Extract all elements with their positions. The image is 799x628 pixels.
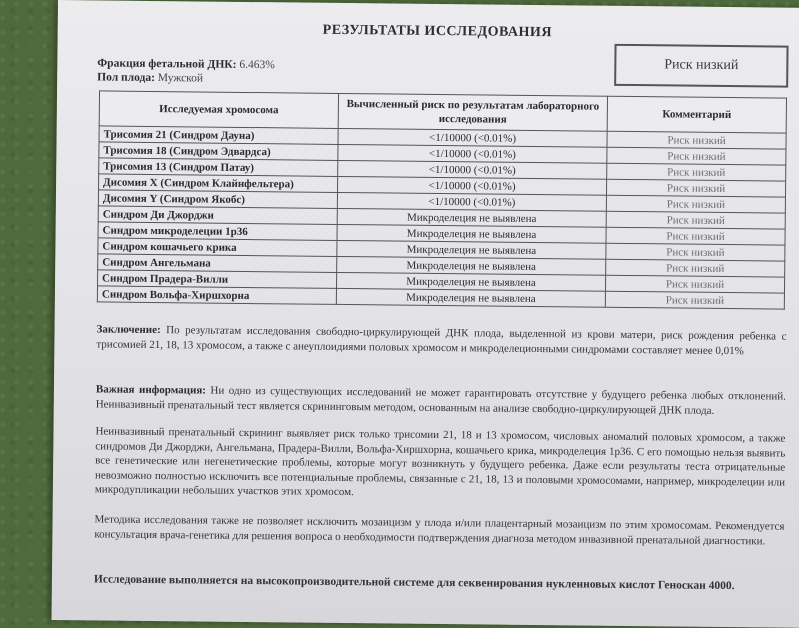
- method-limitations-paragraph: Методика исследования также не позволяет исключить мозаицизм у плода и/или плацентарный мозаицизм по этим хромосомам. Рекомендуется консультация врача-генетика для решения вопроса о необходимости подтверждения диагноза методом инвазивной пренатальной диагностики.: [94, 513, 785, 547]
- fetal-sex-value: Мужской: [157, 72, 204, 85]
- row-risk: <1/10000 (<0.01%): [338, 144, 607, 163]
- important-info-text: Ни одно из существующих исследований не может гарантировать отсутствие у будущего ребенка любых отклонений. Неинвазивный пренатальный тест является скрининговым методом, основанным на анализе свободно-циркулирующей ДНК плода.: [95, 384, 786, 417]
- row-comment: Риск низкий: [607, 147, 786, 165]
- overall-risk-badge: Риск низкий: [614, 44, 788, 88]
- column-header-comment: Комментарий: [607, 96, 786, 133]
- row-chromosome: Дисомия X (Синдром Клайнфельтера): [99, 174, 338, 193]
- report-sheet: [52, 0, 799, 628]
- row-chromosome: Синдром Прадера-Вилли: [98, 270, 337, 289]
- fetal-sex-label: Пол плода:: [97, 71, 156, 85]
- row-comment: Риск низкий: [605, 275, 784, 293]
- fetal-fraction-label: Фракция фетальной ДНК:: [97, 57, 237, 71]
- page-title: РЕЗУЛЬТАТЫ ИССЛЕДОВАНИЯ: [322, 22, 553, 41]
- conclusion-text: По результатам исследования свободно-циркулирующей ДНК плода, выделенной из крови матери, риск рождения ребенка с трисомией 21, 18, 13 хромосом, а также с анеуплоидиями половых хромосом и микроделеционными синдромами составляет менее 0,01%: [96, 324, 787, 357]
- row-risk: <1/10000 (<0.01%): [338, 176, 607, 195]
- sample-info: [97, 56, 275, 86]
- conclusion-paragraph: [96, 322, 786, 358]
- important-info-label: Важная информация:: [95, 383, 207, 397]
- column-header-risk: Вычисленный риск по результатам лабораторного исследования: [338, 93, 607, 131]
- equipment-note: Исследование выполняется на высокопроизводительной системе для секвенирования нуклеиновых кислот Геноскан 4000.: [93, 573, 735, 593]
- row-risk: Микроделеция не выявлена: [337, 256, 606, 275]
- row-chromosome: Синдром кошачьего крика: [98, 238, 337, 257]
- important-info-paragraph: [96, 382, 786, 418]
- row-comment: Риск низкий: [607, 131, 786, 149]
- row-risk: <1/10000 (<0.01%): [337, 192, 606, 211]
- row-risk: <1/10000 (<0.01%): [338, 128, 607, 147]
- row-comment: Риск низкий: [605, 291, 784, 309]
- row-comment: Риск низкий: [606, 195, 785, 213]
- row-risk: <1/10000 (<0.01%): [338, 160, 607, 179]
- row-comment: Риск низкий: [606, 227, 785, 245]
- conclusion-label: Заключение:: [96, 323, 161, 337]
- row-comment: Риск низкий: [606, 259, 785, 277]
- row-chromosome: Трисомия 13 (Синдром Патау): [99, 158, 338, 177]
- row-comment: Риск низкий: [606, 179, 785, 197]
- row-chromosome: Синдром микроделеции 1р36: [98, 222, 337, 241]
- row-risk: Микроделеция не выявлена: [336, 272, 605, 291]
- row-chromosome: Трисомия 21 (Синдром Дауна): [99, 126, 338, 145]
- row-chromosome: Синдром Вольфа-Хиршхорна: [97, 286, 336, 305]
- results-table: [97, 90, 787, 309]
- row-chromosome: Дисомия Y (Синдром Якобс): [98, 190, 337, 209]
- row-risk: Микроделеция не выявлена: [336, 288, 605, 307]
- row-chromosome: Трисомия 18 (Синдром Эдвардса): [99, 142, 338, 161]
- nipt-limitations-paragraph: Неинвазивный пренатальный скрининг выявляет риск только трисомии 21, 18 и 13 хромосом, числовых аномалий половых хромосом, а также синдромов Ди Джорджи, Ангельмана, Прадера-Вилли, Вольфа-Хиршхорна, кошачьего крика, микроделеция 1р36. С его помощью нельзя выявить все генетические или негенетические проблемы, которые могут возникнуть у будущего ребенка. Даже если результаты теста отрицательные невозможно полностью исключить все потенциальные проблемы, связанные с 21, 18, 13 и половыми хромосомами, например, микроделеции или микродупликации небольших участков этих хромосом.: [94, 425, 786, 499]
- row-risk: Микроделеция не выявлена: [337, 208, 606, 227]
- fetal-fraction-value: 6.463%: [239, 58, 275, 72]
- row-risk: Микроделеция не выявлена: [337, 224, 606, 243]
- fetal-sex: [97, 70, 275, 86]
- row-comment: Риск низкий: [607, 163, 786, 181]
- row-comment: Риск низкий: [606, 211, 785, 229]
- row-chromosome: Синдром Ди Джорджи: [98, 206, 337, 225]
- row-comment: Риск низкий: [606, 243, 785, 261]
- column-header-chromosome: Исследуемая хромосома: [99, 91, 338, 129]
- row-chromosome: Синдром Ангельмана: [98, 254, 337, 273]
- row-risk: Микроделеция не выявлена: [337, 240, 606, 259]
